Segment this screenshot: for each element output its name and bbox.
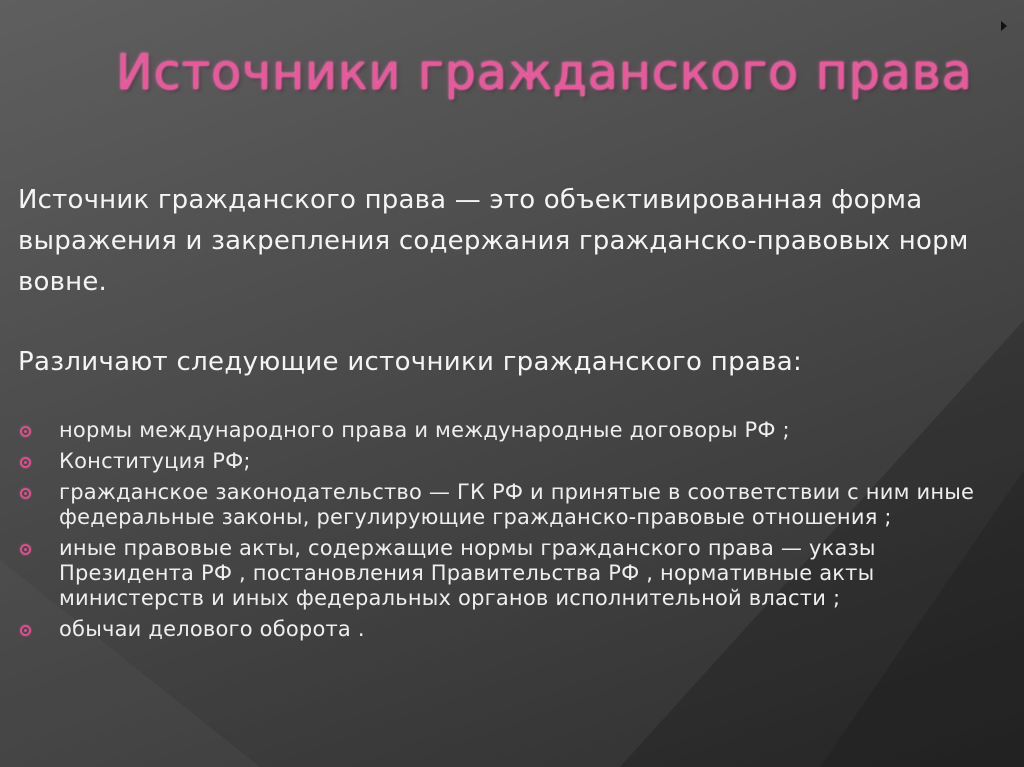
list-item	[18, 617, 998, 642]
circle-bullet-icon	[20, 544, 31, 555]
definition-text: Источник гражданского права — это объективированная форма выражения и закрепления содержания гражданско-правовых норм вовне.	[18, 185, 969, 297]
circle-bullet-icon	[20, 488, 31, 499]
sources-list	[18, 418, 998, 648]
list-item-text: Конституция РФ;	[59, 449, 251, 473]
slide-title: Источники гражданского права	[116, 44, 973, 101]
list-item	[18, 449, 998, 474]
list-item	[18, 480, 998, 530]
intro-text: Различают следующие источники гражданского права:	[18, 347, 803, 377]
list-item-text: иные правовые акты, содержащие нормы гражданского права — указы Президента РФ , постановления Правительства РФ , нормативные акты министерств и иных федеральных органов исполнительной власти ;	[59, 536, 876, 610]
list-item-text: гражданское законодательство — ГК РФ и принятые в соответствии с ним иные федеральные законы, регулирующие гражданско-правовые отношения ;	[59, 480, 975, 529]
triangle-arrow-icon	[1001, 21, 1007, 31]
circle-bullet-icon	[20, 625, 31, 636]
list-item	[18, 536, 998, 611]
list-item-text: нормы международного права и международные договоры РФ ;	[59, 418, 790, 442]
circle-bullet-icon	[20, 426, 31, 437]
circle-bullet-icon	[20, 457, 31, 468]
list-item-text: обычаи делового оборота .	[59, 617, 365, 641]
list-item	[18, 418, 998, 443]
